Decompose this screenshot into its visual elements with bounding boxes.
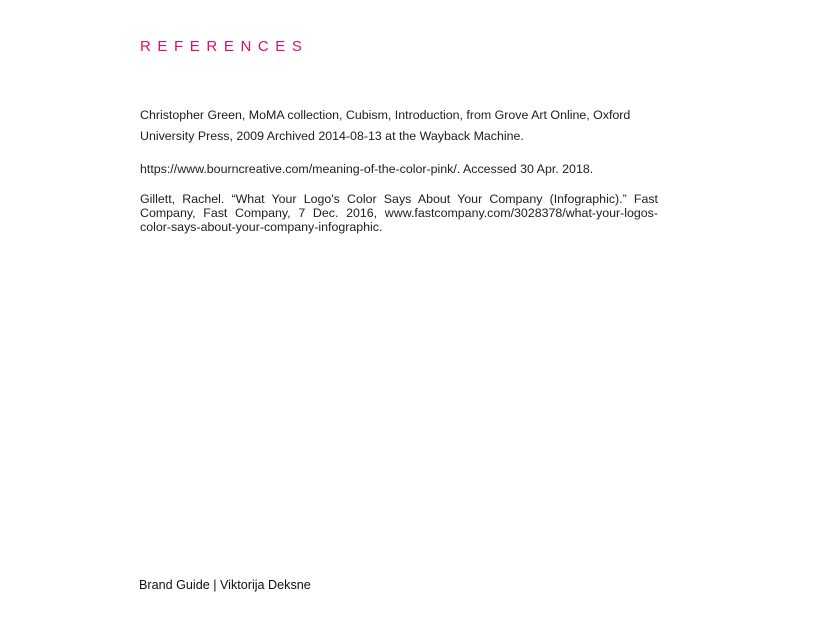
reference-item: Gillett, Rachel. “What Your Logo's Color Says About Your Company (Infographic).” Fast Company, Fast Company, 7 Dec. 2016, www.fastcompany.com/3028378/what-your-logos-color-says-about-your-company-infographic. (140, 192, 658, 234)
reference-item: Christopher Green, MoMA collection, Cubism, Introduction, from Grove Art Online, Oxford University Press, 2009 Archived 2014-08-13 at the Wayback Machine. (140, 108, 631, 143)
page-heading: REFERENCES (140, 38, 309, 55)
page-footer: Brand Guide | Viktorija Deksne (139, 578, 311, 592)
reference-list (140, 105, 658, 234)
reference-item: https://www.bourncreative.com/meaning-of-the-color-pink/. Accessed 30 Apr. 2018. (140, 162, 594, 176)
